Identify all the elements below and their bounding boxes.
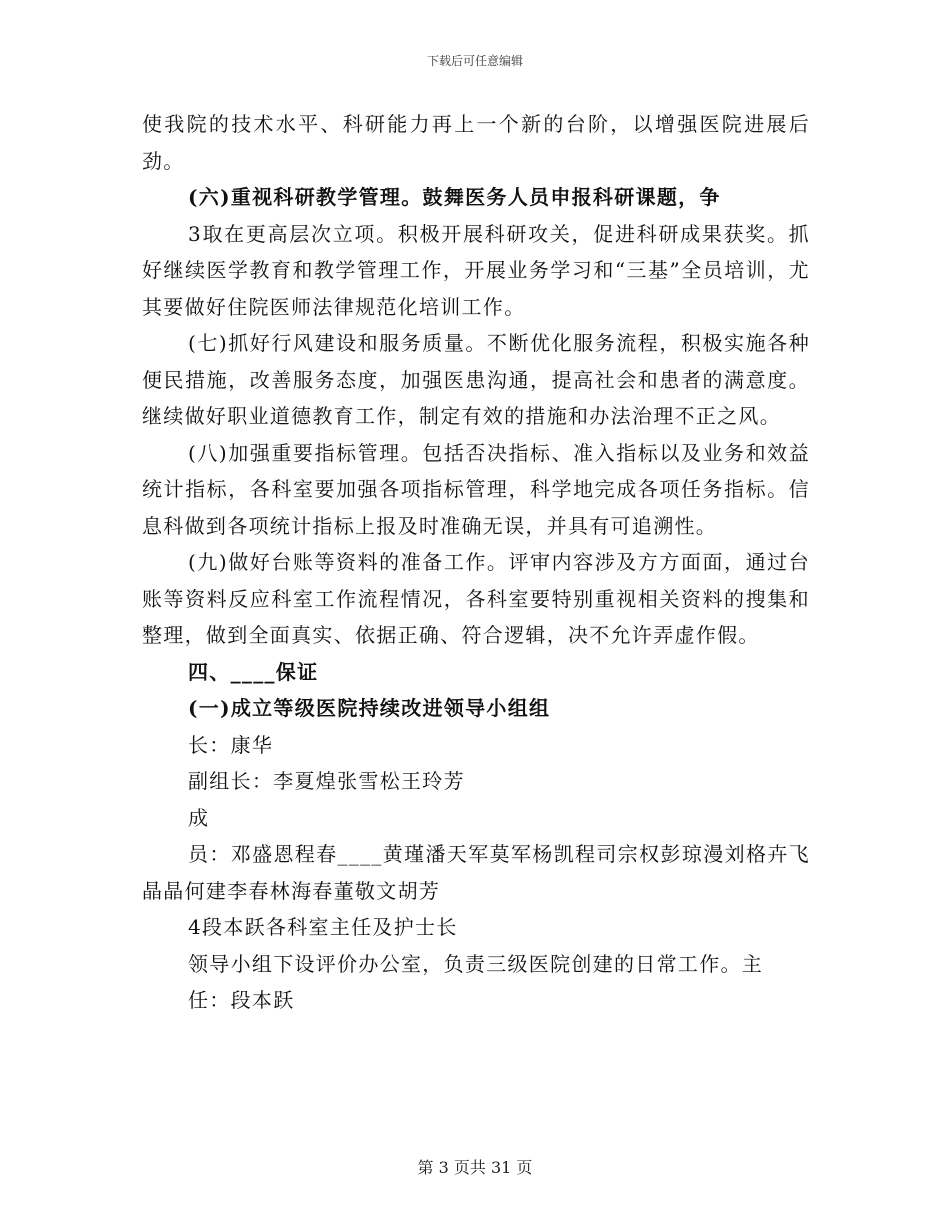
paragraph: 3取在更高层次立项。积极开展科研攻关，促进科研成果获奖。抓好继续医学教育和教学管理工作，开展业务学习和“三基”全员培训，尤其要做好住院医师法律规范化培训工作。	[142, 221, 810, 319]
paragraph: (七)抓好行风建设和服务质量。不断优化服务流程，积极实施各种便民措施，改善服务态度，加强医患沟通，提高社会和患者的满意度。继续做好职业道德教育工作，制定有效的措施和办法治理不正之风。	[142, 331, 810, 428]
page-header-note: 下载后可任意编辑	[426, 54, 523, 68]
paragraph: (八)加强重要指标管理。包括否决指标、准入指标以及业务和效益统计指标，各科室要加强各项指标管理，科学地完成各项任务指标。信息科做到各项统计指标上报及时准确无误，并具有可追溯性。	[142, 440, 810, 538]
document-body	[142, 106, 810, 1019]
paragraph: 4段本跃各科室主任及护士长	[188, 915, 458, 939]
paragraph: 长：康华	[188, 732, 274, 757]
paragraph: 员：邓盛恩程春____黄瑾潘天军莫军杨凯程司宗权彭琼漫刘格卉飞晶晶何建李春林海春董敬文胡芳	[142, 842, 810, 903]
paragraph: 任：段本跃	[188, 988, 295, 1012]
paragraph: (九)做好台账等资料的准备工作。评审内容涉及方方面面，通过台账等资料反应科室工作流程情况，各科室要特别重视相关资料的搜集和整理，做到全面真实、依据正确、符合逻辑，决不允许弄虚作假。	[142, 550, 810, 647]
subsection-heading: (一)成立等级医院持续改进领导小组组	[188, 696, 551, 720]
paragraph: 使我院的技术水平、科研能力再上一个新的台阶，以增强医院进展后劲。	[142, 112, 810, 173]
section-heading: 四、____保证	[188, 659, 319, 684]
paragraph: 领导小组下设评价办公室，负责三级医院创建的日常工作。主	[188, 951, 764, 976]
paragraph: 成	[188, 805, 210, 830]
paragraph: 副组长：李夏煌张雪松王玲芳	[188, 769, 465, 793]
page-number: 第 3 页共 31 页	[417, 1158, 533, 1177]
section-heading: (六)重视科研教学管理。鼓舞医务人员申报科研课题，争	[188, 185, 721, 209]
